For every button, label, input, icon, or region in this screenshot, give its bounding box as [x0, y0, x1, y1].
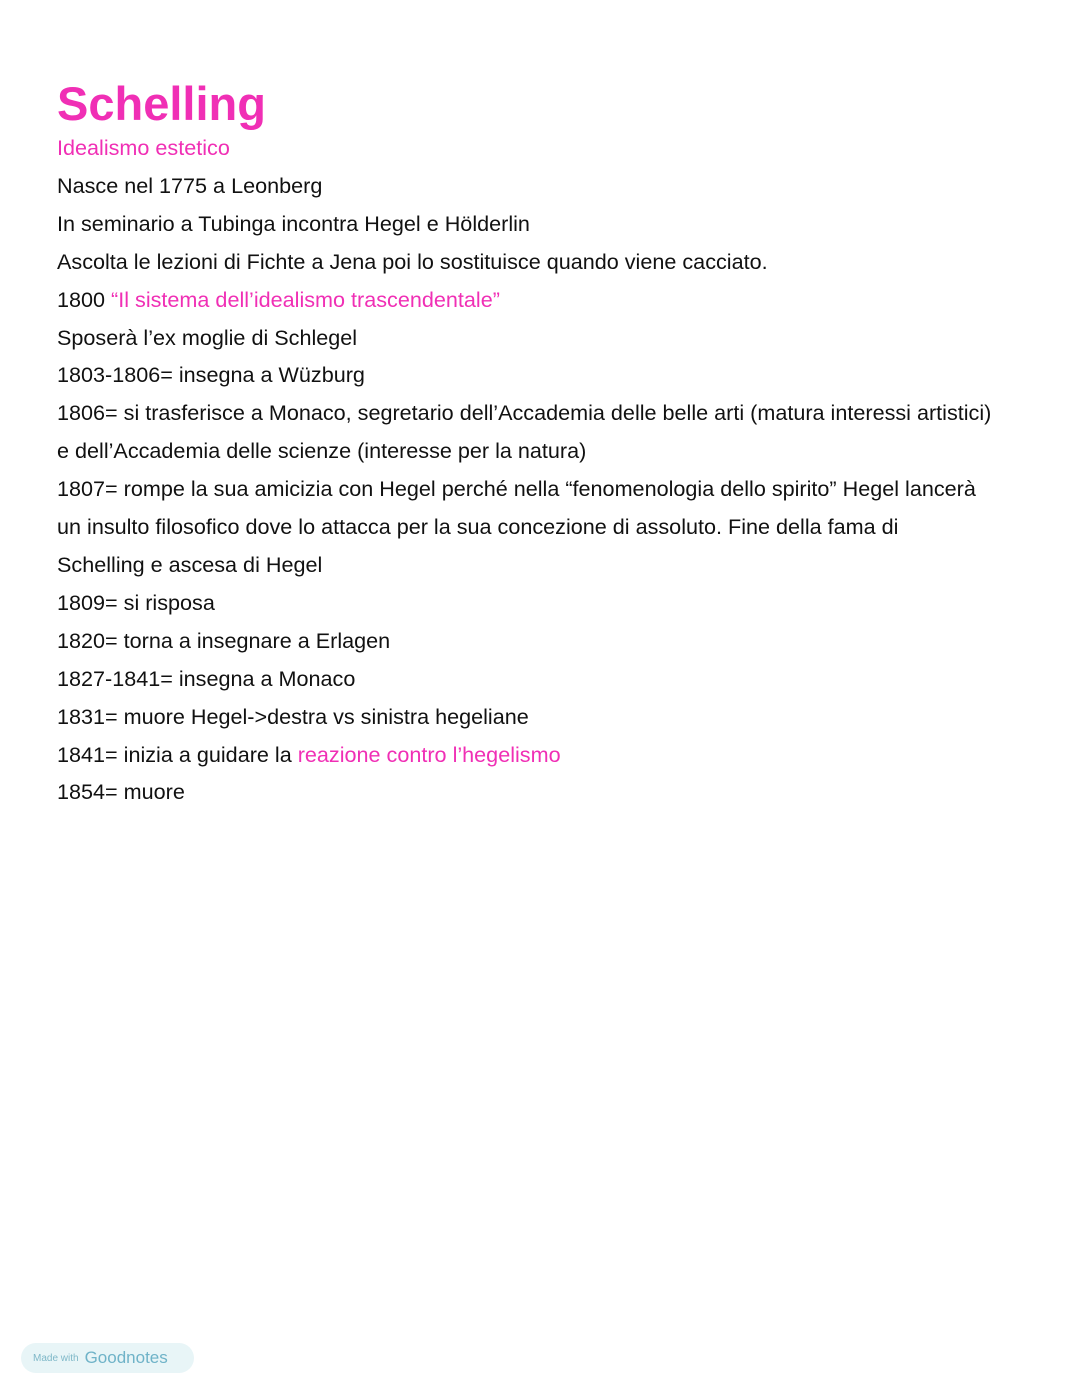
note-line: Sposerà l’ex moglie di Schlegel: [57, 324, 358, 350]
note-line: 1806= si trasferisce a Monaco, segretario dell’Accademia delle belle arti (matura interessi artistici) e dell’Accademia delle scienze (interesse per la natura): [57, 400, 992, 464]
note-line-reaction: [57, 736, 992, 774]
reaction-prefix: 1841= inizia a guidare la: [57, 741, 298, 767]
note-line: 1807= rompe la sua amicizia con Hegel perché nella “fenomenologia dello spirito” Hegel lancerà un insulto filosofico dove lo attacca per la sua concezione di assoluto. Fine della fama di Schelling e ascesa di Hegel: [57, 476, 976, 577]
work-year: 1800: [57, 286, 112, 312]
goodnotes-badge: [21, 1343, 194, 1373]
note-line: 1820= torna a insegnare a Erlagen: [57, 627, 391, 653]
note-line: Ascolta le lezioni di Fichte a Jena poi lo sostituisce quando viene cacciato.: [57, 248, 768, 274]
note-line: 1854= muore: [57, 779, 185, 805]
work-title: “Il sistema dell’idealismo trascendentale”: [111, 286, 500, 312]
note-line: Nasce nel 1775 a Leonberg: [57, 172, 323, 198]
note-line: 1831= muore Hegel->destra vs sinistra hegeliane: [57, 703, 529, 729]
reaction-highlight: reazione contro l’hegelismo: [297, 741, 561, 767]
page-title: Schelling: [57, 77, 266, 130]
note-line-work: [57, 281, 992, 319]
subtitle: Idealismo estetico: [57, 135, 230, 160]
note-line: 1809= si risposa: [57, 589, 215, 615]
made-with-label: Made with: [33, 1352, 79, 1364]
note-line: In seminario a Tubinga incontra Hegel e Hölderlin: [57, 210, 530, 236]
note-line: 1803-1806= insegna a Wüzburg: [57, 362, 365, 388]
goodnotes-logo: Goodnotes: [84, 1348, 168, 1367]
note-line: 1827-1841= insegna a Monaco: [57, 665, 356, 691]
notes-body: [57, 129, 992, 811]
